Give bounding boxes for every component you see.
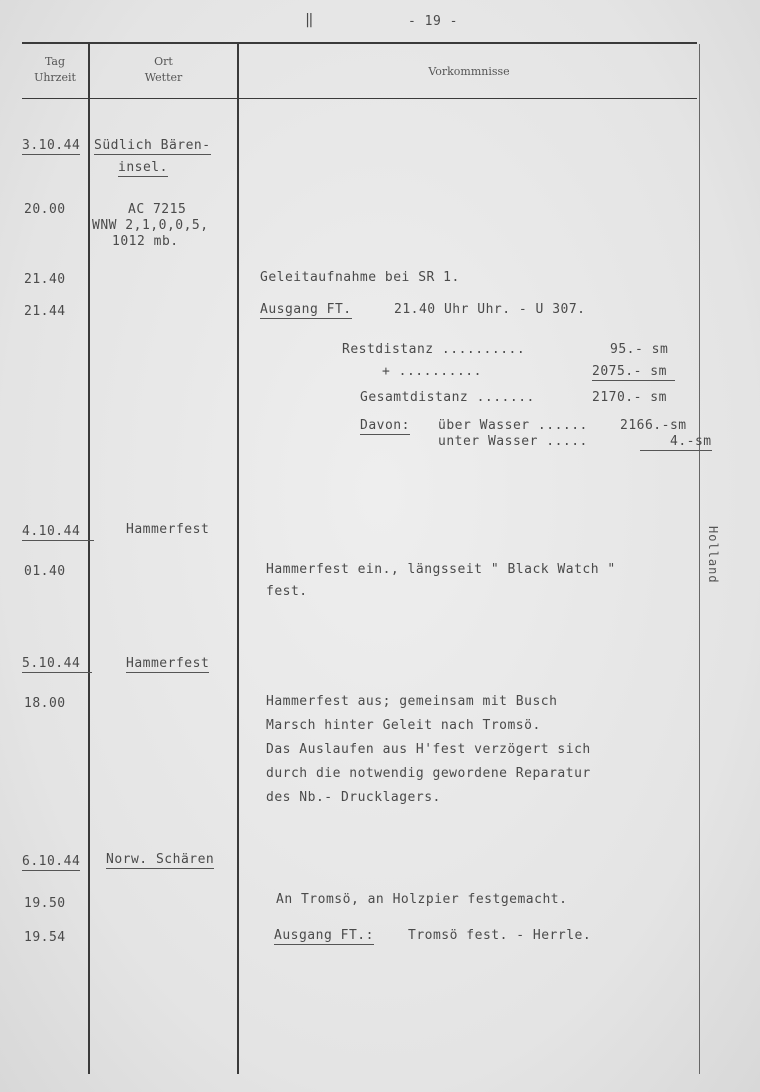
page-number: - 19 - <box>408 14 458 29</box>
margin-mark: ‖ <box>305 12 314 28</box>
entry-text: Hammerfest aus; gemeinsam mit Busch <box>266 694 558 709</box>
entry-date: 3.10.44 <box>22 138 81 153</box>
distance-value: 2166.-sm <box>620 418 687 433</box>
column-divider-1 <box>88 44 90 1074</box>
entry-text: 21.40 Uhr Uhr. - U 307. <box>394 302 586 317</box>
entry-time: 19.54 <box>24 930 66 945</box>
distance-label: + .......... <box>382 364 482 379</box>
distance-label: über Wasser ...... <box>438 418 588 433</box>
entry-label: Ausgang FT. <box>260 302 352 317</box>
entry-label: Ausgang FT.: <box>274 928 374 943</box>
entry-text: durch die notwendig gewordene Reparatur <box>266 766 591 781</box>
entry-place: Norw. Schären <box>106 852 215 867</box>
entry-text: Geleitaufnahme bei SR 1. <box>260 270 460 285</box>
entry-time: 18.00 <box>24 696 66 711</box>
entry-date: 5.10.44 <box>22 656 92 673</box>
entry-place: Südlich Bären- <box>94 138 211 153</box>
weather-position: AC 7215 <box>128 202 187 217</box>
distance-value: 4.-sm <box>640 434 712 451</box>
entry-time: 21.44 <box>24 304 66 319</box>
distance-label: unter Wasser ..... <box>438 434 588 449</box>
header-vorkommnisse: Vorkommnisse <box>428 65 510 78</box>
distance-value: 95.- sm <box>610 342 669 357</box>
entry-time: 19.50 <box>24 896 66 911</box>
entry-time: 21.40 <box>24 272 66 287</box>
right-margin-rule <box>699 44 700 1074</box>
entry-text: fest. <box>266 584 308 599</box>
entry-time: 01.40 <box>24 564 66 579</box>
header-ort-wetter: Ort Wetter <box>144 55 183 84</box>
distance-value: 2075.- sm <box>592 364 675 381</box>
entry-place: insel. <box>118 160 168 175</box>
entry-text: des Nb.- Drucklagers. <box>266 790 441 805</box>
entry-place: Hammerfest <box>126 656 210 671</box>
header-tag-uhrzeit: Tag Uhrzeit <box>34 55 76 84</box>
entry-text: Das Auslaufen aus H'fest verzögert sich <box>266 742 591 757</box>
distance-label: Gesamtdistanz ....... <box>360 390 535 405</box>
entry-text: An Tromsö, an Holzpier festgemacht. <box>276 892 568 907</box>
entry-text: Marsch hinter Geleit nach Tromsö. <box>266 718 541 733</box>
column-divider-2 <box>237 44 239 1074</box>
distance-label: Davon: <box>360 418 410 433</box>
entry-text: Tromsö fest. - Herrle. <box>408 928 592 943</box>
header-bottom-rule <box>22 98 697 99</box>
entry-date: 4.10.44 <box>22 524 94 541</box>
distance-label: Restdistanz .......... <box>342 342 526 357</box>
table-top-rule <box>22 42 697 44</box>
side-note: Holland <box>706 526 720 584</box>
entry-text: Hammerfest ein., längsseit " Black Watch " <box>266 562 616 577</box>
weather-data: WNW 2,1,0,0,5, <box>92 218 209 233</box>
entry-date: 6.10.44 <box>22 854 81 869</box>
weather-pressure: 1012 mb. <box>112 234 179 249</box>
distance-value: 2170.- sm <box>592 390 667 405</box>
entry-time: 20.00 <box>24 202 66 217</box>
entry-place: Hammerfest <box>126 522 210 537</box>
